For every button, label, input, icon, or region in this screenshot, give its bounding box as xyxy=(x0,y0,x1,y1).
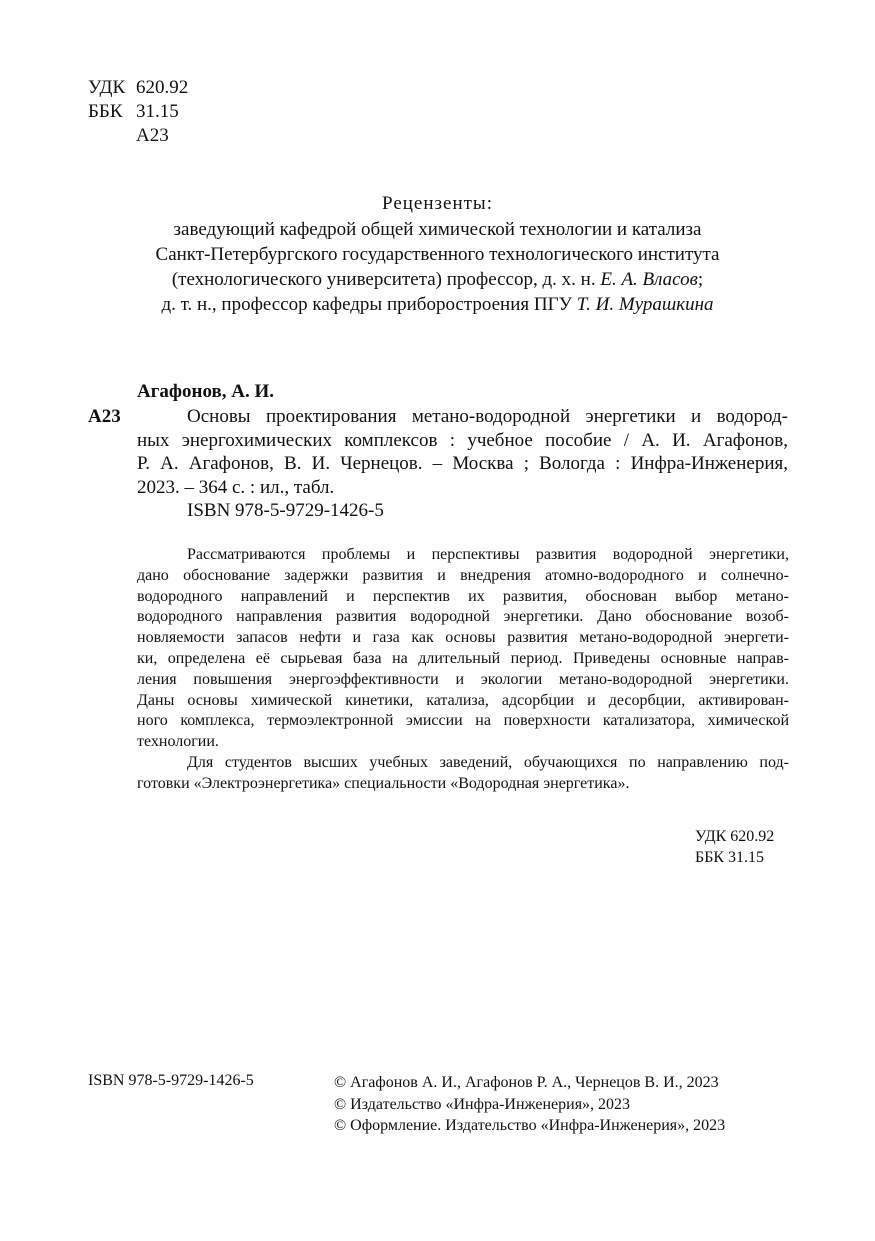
reviewers-title: Рецензенты: xyxy=(382,193,493,214)
reviewer-line-4-prefix: д. т. н., профессор кафедры приборостроения ПГУ xyxy=(161,294,577,315)
bib-isbn: ISBN 978-5-9729-1426-5 xyxy=(187,500,384,521)
copyright-publisher: © Издательство «Инфра-Инженерия», 2023 xyxy=(334,1095,631,1113)
bib-line: 2023. – 364 с. : ил., табл. xyxy=(137,476,335,498)
annotation-line: дано обоснование задержки развития и внедрения атомно-водородного и солнечно- xyxy=(137,566,789,584)
bib-line: ных энергохимических комплексов : учебное пособие / А. И. Агафонов, xyxy=(137,429,788,451)
annotation xyxy=(137,545,789,795)
right-codes xyxy=(695,826,774,868)
reviewer-line-3-prefix: (технологического университета) профессор, д. х. н. xyxy=(171,269,601,290)
annotation-line: водородного направления развития водородной энергетики. Дано обоснование возоб- xyxy=(137,608,789,626)
reviewer-line-2: Санкт-Петербургского государственного технологического института xyxy=(155,244,720,265)
copyright-authors: © Агафонов А. И., Агафонов Р. А., Чернецов В. И., 2023 xyxy=(334,1074,719,1091)
bib-line: Основы проектирования метано-водородной энергетики и водород- xyxy=(187,406,788,427)
bbk-line xyxy=(88,100,179,124)
right-bbk: ББК 31.15 xyxy=(695,849,765,866)
bibliographic-description xyxy=(137,405,788,523)
copyright-design: © Оформление. Издательство «Инфра-Инженерия», 2023 xyxy=(334,1117,726,1134)
book-author: Агафонов, А. И. xyxy=(137,381,274,402)
bbk-value: 31.15 xyxy=(136,101,179,122)
annotation-line: Даны основы химической кинетики, катализа, адсорбции и десорбции, активирован- xyxy=(137,691,789,709)
reviewer-line-1: заведующий кафедрой общей химической технологии и катализа xyxy=(173,219,702,240)
annotation-line: водородного направлений и перспектив их развития, обоснован выбор метано- xyxy=(137,587,789,605)
annotation-line: технологии. xyxy=(137,733,219,751)
udk-label: УДК xyxy=(88,77,126,98)
reviewer-line-4 xyxy=(0,292,875,317)
bib-line: Р. А. Агафонов, В. И. Чернецов. – Москва ; Вологда : Инфра-Инженерия, xyxy=(137,453,788,474)
annotation-line: ления повышения энергоэффективности и экологии метано-водородной энергетики. xyxy=(137,670,789,688)
reviewer-name-vlasov: Е. А. Власов xyxy=(600,269,698,290)
footer-isbn: ISBN 978-5-9729-1426-5 xyxy=(88,1072,254,1089)
udk-line xyxy=(88,76,188,100)
annotation-line: ного комплекса, термоэлектронной эмиссии на поверхности катализатора, химической xyxy=(137,712,789,730)
author-mark: А23 xyxy=(136,125,169,146)
annotation-line: Для студентов высших учебных заведений, обучающихся по направлению под- xyxy=(187,753,789,771)
reviewer-line-3 xyxy=(0,267,875,292)
annotation-line: новляемости запасов нефти и газа как основы развития метано-водородной энергети- xyxy=(137,629,789,647)
book-code: А23 xyxy=(88,406,121,427)
udk-value: 620.92 xyxy=(136,77,189,98)
right-udk: УДК 620.92 xyxy=(695,828,775,845)
reviewer-line-3-suffix: ; xyxy=(697,269,704,290)
footer-copyrights xyxy=(334,1072,725,1137)
annotation-line: ки, определена её сырьевая база на длительный период. Приведены основные направ- xyxy=(137,649,789,667)
reviewers-block xyxy=(0,217,875,317)
annotation-line: готовки «Электроэнергетика» специальности «Водородная энергетика». xyxy=(137,774,630,792)
bbk-label: ББК xyxy=(88,101,123,122)
annotation-line: Рассматриваются проблемы и перспективы развития водородной энергетики, xyxy=(187,546,789,563)
reviewer-name-murashkina: Т. И. Мурашкина xyxy=(576,294,714,315)
